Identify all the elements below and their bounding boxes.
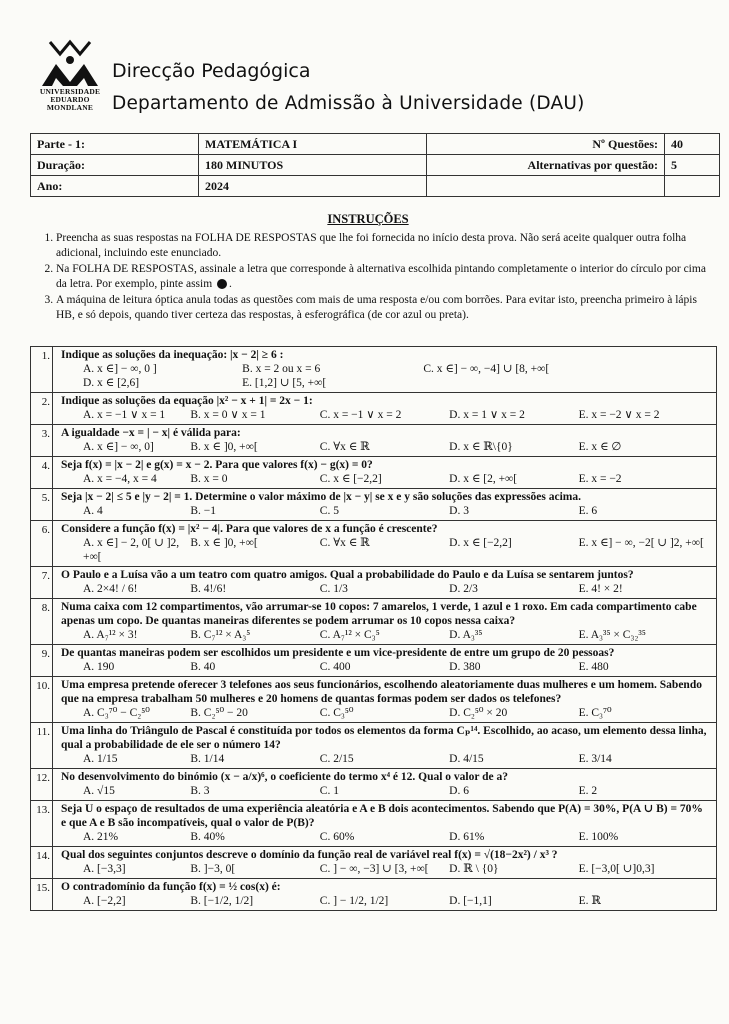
question-stem: De quantas maneiras podem ser escolhidos um presidente e um vice-presidente de entre um grupo de 20 pessoas? [61,647,615,659]
alternativas-value: 5 [665,155,720,176]
answer-option: D. 3 [449,505,469,517]
answer-option: E. C₃⁷⁰ [578,707,612,719]
header-subtitle: Departamento de Admissão à Universidade (DAU) [112,93,585,114]
instruction-item: 2. Na FOLHA DE RESPOSTAS, assinale a letra que corresponde à alternativa escolhida pintando completamente o interior do círculo por cima da letra. Por exemplo, pinte assim . [56,262,708,292]
options [61,784,708,798]
answer-option: B. 40% [190,831,225,843]
question-number: 8. [31,599,53,644]
question-number: 5. [31,489,53,520]
exam-info-table [30,133,720,197]
answer-option: E. x ∈ ∅ [578,441,622,453]
question-row [30,677,717,723]
question-body [53,723,716,768]
question-body [53,489,716,520]
answer-option: D. x ∈ [2,6] [83,377,140,389]
answer-option: A. 1/15 [83,753,118,765]
answer-option: D. 4/15 [449,753,484,765]
answer-option: B. x = 0 ∨ x = 1 [190,409,266,421]
answer-option: E. x ∈] − ∞, −2[ ∪ ]2, +∞[ [578,537,704,549]
answer-option: A. x ∈] − ∞, 0 ] [83,363,157,375]
logo-emblem-icon [36,38,104,90]
question-stem: Numa caixa com 12 compartimentos, vão arrumar-se 10 copos: 7 amarelos, 1 verde, 1 azul e 1 roxo. Em cada compartimento cabe apenas um copo. De quantas maneiras diferentes se podem arrumar os 10 copos nessa caixa? [61,601,697,627]
answer-option: A. [−3,3] [83,863,126,875]
question-stem: Seja f(x) = |x − 2| e g(x) = x − 2. Para que valores f(x) − g(x) = 0? [61,459,373,471]
answer-option: E. 100% [578,831,619,843]
answer-option: D. 380 [449,661,481,673]
answer-option: A. 190 [83,661,115,673]
question-number: 10. [31,677,53,722]
empty-cell [427,176,665,197]
question-number: 6. [31,521,53,566]
ano-label: Ano: [31,176,199,197]
answer-option: D. x ∈ [−2,2] [449,537,512,549]
duracao-label: Duração: [31,155,199,176]
answer-option: E. [1,2] ∪ [5, +∞[ [242,377,327,389]
answer-option: C. ∀x ∈ ℝ [319,537,370,549]
options [61,628,708,642]
question-stem: Seja U o espaço de resultados de uma experiência aleatória e A e B dois acontecimentos. Sabendo que P(A) = 30%, P(A ∪ B) = 70% e que A e B são incompatíveis, qual o valor de P(B)? [61,803,703,829]
question-row [30,599,717,645]
options [61,894,708,908]
options [61,408,708,422]
question-body [53,457,716,488]
question-number: 7. [31,567,53,598]
question-number: 15. [31,879,53,910]
question-number: 13. [31,801,53,846]
options [61,706,708,720]
answer-option: D. [−1,1] [449,895,492,907]
question-body [53,599,716,644]
answer-option: D. 6 [449,785,469,797]
answer-option: B. x = 2 ou x = 6 [242,363,321,375]
question-number: 9. [31,645,53,676]
instruction-item: 1. Preencha as suas respostas na FOLHA DE RESPOSTAS que lhe foi fornecida no início desta prova. Não será aceite qualquer outra folha adicional, incluindo este enunciado. [56,231,708,261]
answer-option: E. ℝ [578,895,601,907]
question-stem: O Paulo e a Luísa vão a um teatro com quatro amigos. Qual a probabilidade do Paulo e da Luísa se sentarem juntos? [61,569,634,581]
answer-option: A. x = −4, x = 4 [83,473,157,485]
answer-option: B. x = 0 [190,473,228,485]
question-row [30,723,717,769]
question-number: 14. [31,847,53,878]
answer-option: C. 1/3 [319,583,348,595]
answer-option: D. C₂⁵⁰ × 20 [449,707,508,719]
answer-option: D. A₃³⁵ [449,629,483,641]
answer-option: A. 2×4! / 6! [83,583,138,595]
answer-option: E. 4! × 2! [578,583,623,595]
answer-option: B. ]−3, 0[ [190,863,236,875]
answer-option: E. [−3,0[ ∪]0,3] [578,863,655,875]
answer-option: B. [−1/2, 1/2] [190,895,254,907]
answer-option: C. ] − ∞, −3] ∪ [3, +∞[ [319,863,429,875]
empty-cell [665,176,720,197]
answer-option: A. x = −1 ∨ x = 1 [83,409,166,421]
question-stem: Uma empresa pretende oferecer 3 telefones aos seus funcionários, escolhendo aleatoriamente duas mulheres e um homem. Sabendo que na empresa trabalham 50 mulheres e 20 homens de quantas formas podem ser dados os telefones? [61,679,702,705]
answer-option: A. x ∈] − 2, 0[ ∪ ]2, +∞[ [83,537,180,563]
options [61,440,708,454]
answer-option: B. x ∈ ]0, +∞[ [190,537,258,549]
question-stem: Considere a função f(x) = |x² − 4|. Para que valores de x a função é crescente? [61,523,438,535]
options [61,504,708,518]
answer-option: A. A₇¹² × 3! [83,629,138,641]
duracao-value: 180 MINUTOS [199,155,427,176]
question-number: 12. [31,769,53,800]
options [61,362,708,390]
question-body [53,879,716,910]
answer-option: C. ∀x ∈ ℝ [319,441,370,453]
question-body [53,521,716,566]
answer-option: E. 480 [578,661,609,673]
instructions-title: INSTRUÇÕES [327,212,409,226]
question-row [30,457,717,489]
answer-option: E. 2 [578,785,598,797]
answer-option: E. 6 [578,505,598,517]
question-row [30,489,717,521]
answer-option: D. 61% [449,831,485,843]
question-body [53,801,716,846]
question-body [53,393,716,424]
answer-option: D. x ∈ [2, +∞[ [449,473,518,485]
alternativas-label: Alternativas por questão: [427,155,665,176]
answer-option: C. 400 [319,661,351,673]
question-body [53,425,716,456]
question-stem: Indique as soluções da equação |x² − x + 1| = 2x − 1: [61,395,313,407]
parte-value: MATEMÁTICA I [199,134,427,155]
question-stem: Seja |x − 2| ≤ 5 e |y − 2| = 1. Determine o valor máximo de |x − y| se x e y são soluções das expressões acima. [61,491,582,503]
question-body [53,677,716,722]
answer-option: C. 1 [319,785,339,797]
answer-option: C. 5 [319,505,339,517]
question-body [53,567,716,598]
question-stem: A igualdade −x = | − x| é válida para: [61,427,241,439]
question-row [30,521,717,567]
answer-option: D. ℝ \ {0} [449,863,499,875]
answer-option: B. 4!/6! [190,583,227,595]
options [61,536,708,564]
question-row [30,847,717,879]
question-number: 4. [31,457,53,488]
answer-option: C. x ∈ [−2,2] [319,473,382,485]
answer-option: B. C₂⁵⁰ − 20 [190,707,248,719]
answer-option: B. C₇¹² × A₃⁵ [190,629,251,641]
answer-option: A. 4 [83,505,103,517]
options [61,830,708,844]
question-stem: Qual dos seguintes conjuntos descreve o domínio da função real de variável real f(x) = √(18−2x²) / x³ ? [61,849,558,861]
answer-option: C. A₇¹² × C₃⁵ [319,629,380,641]
answer-option: A. [−2,2] [83,895,126,907]
answer-option: E. x = −2 ∨ x = 2 [578,409,660,421]
answer-option: A. √15 [83,785,115,797]
instruction-item: 3. A máquina de leitura óptica anula todas as questões com mais de uma resposta e/ou com borrões. Para evitar isto, preencha primeiro à lápis HB, e só depois, quando tiver certeza das respostas, à esferográfica (de cor azul ou preta). [56,293,708,323]
answer-option: D. x ∈ ℝ\{0} [449,441,513,453]
question-row [30,645,717,677]
answer-option: C. 60% [319,831,355,843]
nq-value: 40 [665,134,720,155]
logo-text: UNIVERSIDADE EDUARDO MONDLANE [39,87,101,112]
answer-option: C. ] − 1/2, 1/2] [319,895,389,907]
answer-option: C. C₃⁵⁰ [319,707,354,719]
answer-option: B. x ∈ ]0, +∞[ [190,441,258,453]
question-row [30,346,717,393]
question-number: 1. [31,347,53,392]
question-stem: Uma linha do Triângulo de Pascal é constituída por todos os elementos da forma Cₚ¹⁴. Escolhido, ao acaso, um elemento dessa linha, qual a probabilidade de ele ser o número 14? [61,725,707,751]
question-row [30,393,717,425]
questions-list [30,346,717,911]
question-row [30,769,717,801]
filled-circle-icon [217,279,227,289]
question-body [53,347,716,392]
answer-option: B. −1 [190,505,217,517]
answer-option: C. 2/15 [319,753,354,765]
question-row [30,567,717,599]
options [61,660,708,674]
question-row [30,879,717,911]
question-stem: Indique as soluções da inequação: |x − 2| ≥ 6 : [61,349,284,361]
answer-option: E. 3/14 [578,753,612,765]
question-stem: O contradomínio da função f(x) = ½ cos(x) é: [61,881,281,893]
question-number: 2. [31,393,53,424]
question-number: 11. [31,723,53,768]
options [61,472,708,486]
options [61,862,708,876]
answer-option: E. A₃³⁵ × C₃₂³⁵ [578,629,646,641]
ano-value: 2024 [199,176,427,197]
options [61,582,708,596]
nq-label: Nº Questões: [427,134,665,155]
question-body [53,769,716,800]
question-body [53,645,716,676]
answer-option: C. x ∈] − ∞, −4] ∪ [8, +∞[ [423,363,550,375]
answer-option: B. 40 [190,661,216,673]
answer-option: A. C₃⁷⁰ − C₂⁵⁰ [83,707,150,719]
question-number: 3. [31,425,53,456]
answer-option: D. x = 1 ∨ x = 2 [449,409,525,421]
answer-option: A. 21% [83,831,119,843]
answer-option: E. x = −2 [578,473,622,485]
instructions [28,212,708,324]
question-stem: No desenvolvimento do binómio (x − a/x)⁶, o coeficiente do termo x⁴ é 12. Qual o valor de a? [61,771,509,783]
answer-option: A. x ∈] − ∞, 0] [83,441,154,453]
question-body [53,847,716,878]
answer-option: C. x = −1 ∨ x = 2 [319,409,402,421]
question-row [30,801,717,847]
question-row [30,425,717,457]
answer-option: D. 2/3 [449,583,478,595]
options [61,752,708,766]
header-title: Direcção Pedagógica [112,60,311,82]
parte-label: Parte - 1: [31,134,199,155]
answer-option: B. 3 [190,785,210,797]
answer-option: B. 1/14 [190,753,225,765]
